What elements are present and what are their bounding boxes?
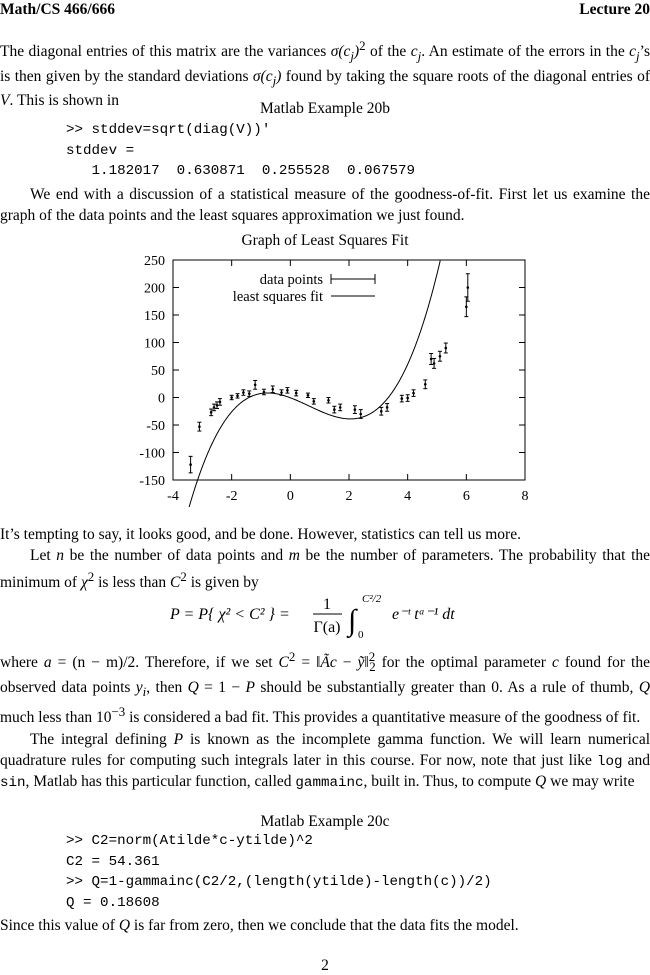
y-tick-label: 0	[158, 391, 165, 407]
paragraph-gamma-function: The integral defining P is known as the incomplete gamma function. We will learn numerical quadrature rules for computing such integrals later in this course. For now, note that just like log and sin, Matlab has this particular function, called gammainc, built in. Thus, to compute Q we may write	[0, 731, 650, 791]
chart-legend	[233, 272, 375, 305]
x-tick-label: 4	[404, 489, 412, 504]
data-point	[312, 399, 316, 405]
point-marker	[406, 397, 409, 400]
point-marker	[198, 425, 201, 428]
example-20c-code: >> C2=norm(Atilde*c-ytilde)^2 C2 = 54.361 >> Q=1-gammainc(C2/2,(length(ytilde)-length(c))/2) Q = 0.18608	[66, 833, 492, 911]
integrand: e⁻ᵗ tᵃ⁻¹ dt	[392, 606, 455, 623]
x-tick-label: 0	[286, 489, 294, 504]
point-marker	[295, 392, 298, 395]
point-marker	[412, 392, 415, 395]
data-point	[338, 404, 342, 411]
point-marker	[236, 395, 239, 398]
paragraph-variances: The diagonal entries of this matrix are the variances $\sigma(c_j)^2$ of the $c_j$. An estimate of the errors in the $c_j’s$ is then given by the standard deviations $\sigma(c_j)$ found by taking the square roots of the diagonal entries of V. This is shown in	[0, 38, 650, 110]
point-marker	[280, 391, 283, 394]
data-point	[189, 456, 193, 473]
point-marker	[307, 394, 310, 397]
point-marker	[189, 463, 192, 466]
data-point	[385, 404, 389, 412]
point-marker	[359, 413, 362, 416]
point-marker	[424, 383, 427, 386]
point-marker	[465, 305, 468, 308]
data-point	[253, 380, 257, 389]
data-point	[294, 390, 298, 396]
equation-lhs: P = P{ χ² < C² } =	[170, 606, 290, 623]
point-marker	[333, 408, 336, 411]
data-point	[236, 394, 240, 398]
data-point	[379, 407, 383, 415]
data-point	[230, 395, 234, 399]
data-point	[247, 391, 251, 397]
paragraph-conclusion: Since this value of Q is far from zero, then we conclude that the data fits the model.	[0, 917, 519, 934]
point-marker	[242, 391, 245, 394]
y-tick-label: -150	[139, 474, 165, 489]
point-marker	[271, 388, 274, 391]
point-marker	[248, 392, 251, 395]
equation-denominator: Γ(a)	[313, 619, 341, 636]
point-marker	[430, 358, 433, 361]
data-point	[353, 406, 357, 414]
chart-title: Graph of Least Squares Fit	[241, 232, 409, 249]
y-tick-label: -50	[146, 419, 165, 434]
data-point	[444, 343, 448, 353]
data-point	[412, 390, 416, 397]
chart-axes	[139, 254, 528, 504]
data-point	[400, 395, 404, 402]
point-marker	[445, 347, 448, 350]
point-marker	[339, 406, 342, 409]
y-tick-label: 50	[151, 364, 165, 379]
y-tick-label: -100	[139, 446, 165, 462]
x-tick-label: 6	[462, 489, 470, 504]
data-point	[262, 389, 266, 395]
lecture-number: Lecture 20	[579, 1, 650, 18]
example-20b-title: Matlab Example 20b	[260, 100, 390, 117]
point-marker	[219, 401, 222, 404]
point-marker	[386, 406, 389, 409]
page-number: 2	[321, 957, 329, 974]
paragraph-parameter-a: where a = (n − m)/2. Therefore, if we set $C^2$ = ‖Ãc − ỹ‖$^2_2$ for the optimal parameter c found for the observed data points $y_i$, then Q = 1 − P should be substantially greater than 0. As a rule of thumb, Q much less than $10^{-3}$ is considered a bad fit. This provides a quantitative measure of the goodness of fit.	[0, 649, 650, 727]
integral-sign: ∫	[348, 604, 357, 637]
point-marker	[439, 355, 442, 358]
point-marker	[313, 400, 316, 403]
point-marker	[401, 397, 404, 400]
example-20b-code: >> stddev=sqrt(diag(V))' stddev = 1.182017 0.630871 0.255528 0.067579	[66, 122, 416, 179]
data-point	[306, 393, 310, 397]
legend-label-fit: least squares fit	[232, 289, 323, 305]
data-point	[326, 398, 330, 404]
data-point	[209, 409, 213, 416]
x-tick-label: 8	[521, 489, 529, 504]
point-marker	[354, 408, 357, 411]
data-point	[285, 388, 289, 394]
point-marker	[263, 391, 266, 394]
point-marker	[210, 411, 213, 414]
y-tick-label: 100	[144, 336, 165, 352]
point-marker	[254, 384, 257, 387]
example-20c-title: Matlab Example 20c	[260, 813, 390, 830]
plot-frame	[173, 260, 525, 480]
y-tick-label: 150	[144, 309, 165, 324]
y-tick-label: 200	[144, 281, 165, 297]
y-tick-label: 250	[144, 254, 165, 269]
integral-lower: 0	[358, 629, 364, 641]
point-marker	[216, 404, 219, 407]
x-tick-label: 2	[345, 489, 353, 504]
point-marker	[327, 399, 330, 402]
course-title: Math/CS 466/666	[0, 1, 115, 18]
data-point	[432, 358, 436, 368]
data-point	[429, 354, 433, 365]
data-point	[241, 390, 245, 396]
running-header	[0, 1, 650, 21]
data-point	[406, 395, 410, 402]
legend-label-data-points: data points	[259, 272, 323, 288]
point-marker	[230, 396, 233, 399]
least-squares-chart	[125, 252, 545, 507]
paragraph-probability: Let n be the number of data points and m be the number of parameters. The probability that the minimum of $\chi^2$ is less than $C^2$ is given by	[0, 547, 650, 591]
equation-numerator: 1	[323, 596, 331, 613]
point-marker	[467, 286, 470, 289]
data-point	[438, 351, 442, 361]
data-point	[423, 380, 427, 389]
paragraph-tempting: It’s tempting to say, it looks good, and be done. However, statistics can tell us more.	[0, 526, 521, 543]
point-marker	[433, 362, 436, 365]
data-point	[212, 404, 216, 411]
point-marker	[286, 389, 289, 392]
probability-equation	[170, 592, 490, 642]
point-marker	[380, 410, 383, 413]
x-tick-label: -2	[225, 489, 238, 504]
x-tick-label: -4	[167, 489, 179, 504]
point-marker	[213, 406, 216, 409]
data-point	[332, 406, 336, 413]
paragraph-goodness-of-fit: We end with a discussion of a statistical measure of the goodness-of-fit. First let us examine the graph of the data points and the least squares approximation we just found.	[0, 186, 650, 224]
data-point	[197, 422, 201, 431]
data-point	[271, 386, 275, 393]
chart-marks	[186, 261, 470, 507]
integral-upper: C²/2	[362, 593, 382, 605]
